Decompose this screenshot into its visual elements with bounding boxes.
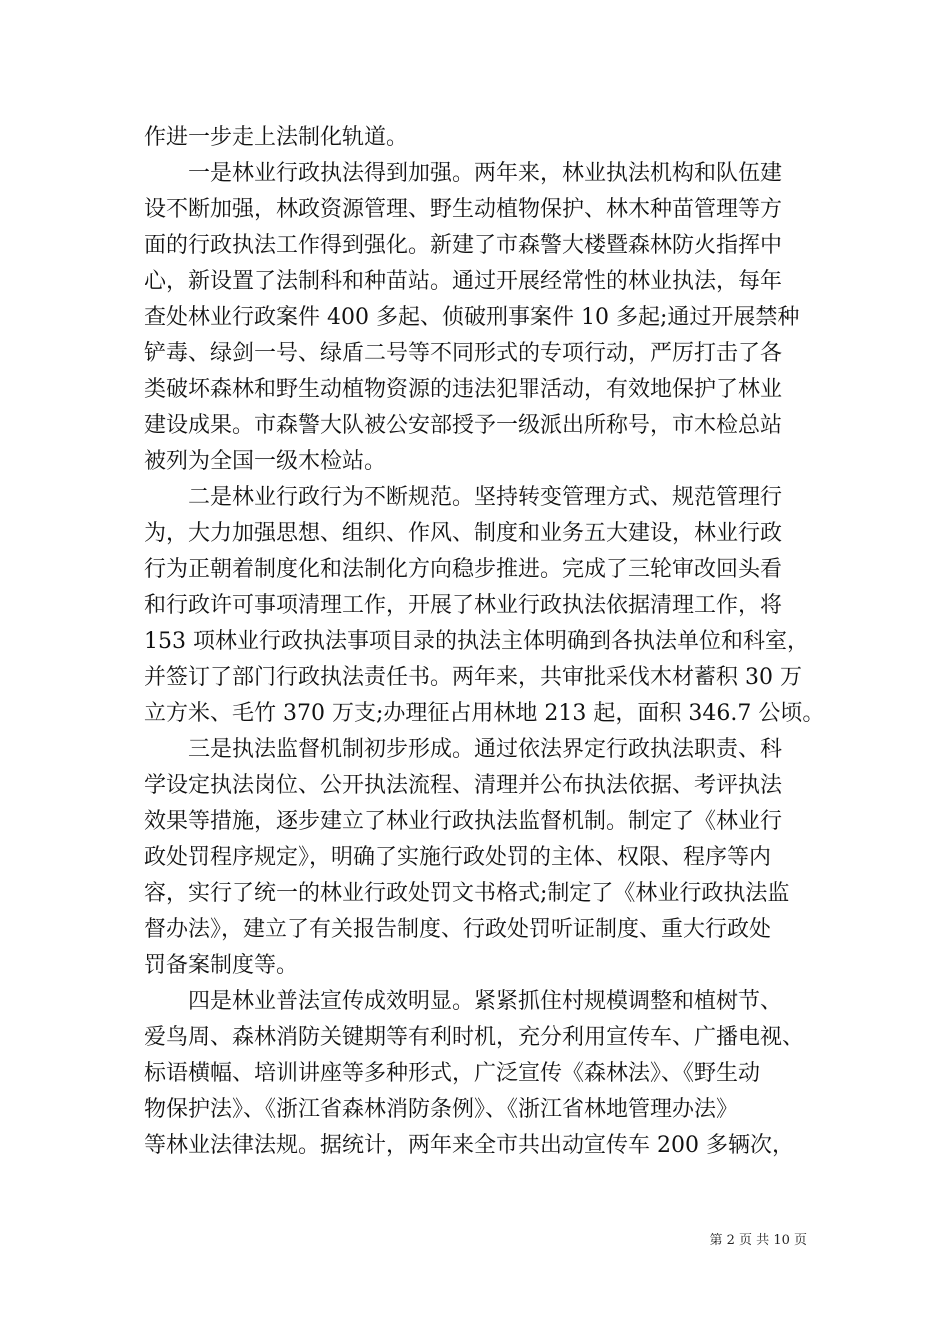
text-line: 三是执法监督机制初步形成。通过依法界定行政执法职责、科	[144, 737, 783, 762]
text-line: 作进一步走上法制化轨道。	[144, 125, 409, 150]
text-line: 并签订了部门行政执法责任书。两年来，共审批采伐木材蓄积 30 万	[144, 665, 802, 690]
text-line: 二是林业行政行为不断规范。坚持转变管理方式、规范管理行	[144, 485, 783, 510]
body-text	[144, 120, 825, 1164]
text-line: 容，实行了统一的林业行政处罚文书格式;制定了《林业行政执法监	[144, 881, 790, 906]
text-line: 被列为全国一级木检站。	[144, 449, 387, 474]
text-line: 立方米、毛竹 370 万支;办理征占用林地 213 起，面积 346.7 公顷。	[144, 701, 825, 726]
text-line: 爱鸟周、森林消防关键期等有利时机，充分利用宣传车、广播电视、	[144, 1025, 805, 1050]
text-line: 为，大力加强思想、组织、作风、制度和业务五大建设，林业行政	[144, 521, 783, 546]
text-line: 物保护法》、《浙江省森林消防条例》、《浙江省林地管理办法》	[144, 1097, 739, 1122]
text-line: 罚备案制度等。	[144, 953, 299, 978]
text-line: 心，新设置了法制科和种苗站。通过开展经常性的林业执法，每年	[144, 269, 783, 294]
text-line: 类破坏森林和野生动植物资源的违法犯罪活动，有效地保护了林业	[144, 377, 783, 402]
text-line: 面的行政执法工作得到强化。新建了市森警大楼暨森林防火指挥中	[144, 233, 783, 258]
text-line: 一是林业行政执法得到加强。两年来，林业执法机构和队伍建	[144, 161, 783, 186]
text-line: 政处罚程序规定》，明确了实施行政处罚的主体、权限、程序等内	[144, 845, 772, 870]
text-line: 标语横幅、培训讲座等多种形式，广泛宣传《森林法》、《野生动	[144, 1061, 761, 1086]
page-number: 第 2 页 共 10 页	[709, 1233, 807, 1248]
text-line: 四是林业普法宣传成效明显。紧紧抓住村规模调整和植树节、	[144, 989, 783, 1014]
text-line: 和行政许可事项清理工作，开展了林业行政执法依据清理工作，将	[144, 593, 783, 618]
text-line: 153 项林业行政执法事项目录的执法主体明确到各执法单位和科室，	[144, 629, 809, 654]
text-line: 设不断加强，林政资源管理、野生动植物保护、林木种苗管理等方	[144, 197, 783, 222]
text-line: 督办法》，建立了有关报告制度、行政处罚听证制度、重大行政处	[144, 917, 772, 942]
text-line: 查处林业行政案件 400 多起、侦破刑事案件 10 多起;通过开展禁种	[144, 305, 800, 330]
text-line: 等林业法律法规。据统计，两年来全市共出动宣传车 200 多辆次，	[144, 1133, 794, 1158]
text-line: 铲毒、绿剑一号、绿盾二号等不同形式的专项行动，严厉打击了各	[144, 341, 783, 366]
text-line: 行为正朝着制度化和法制化方向稳步推进。完成了三轮审改回头看	[144, 557, 783, 582]
text-line: 建设成果。市森警大队被公安部授予一级派出所称号，市木检总站	[144, 413, 783, 438]
text-line: 学设定执法岗位、公开执法流程、清理并公布执法依据、考评执法	[144, 773, 783, 798]
text-line: 效果等措施，逐步建立了林业行政执法监督机制。制定了《林业行	[144, 809, 783, 834]
